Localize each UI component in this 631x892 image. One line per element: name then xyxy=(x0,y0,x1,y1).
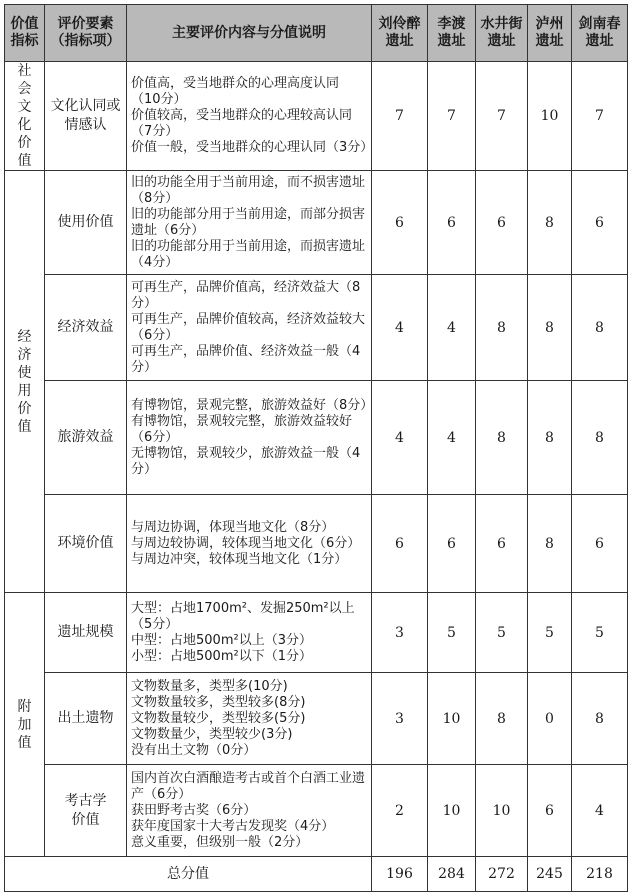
score-cell: 6 xyxy=(372,171,428,275)
score-cell: 8 xyxy=(476,275,528,381)
total-score: 272 xyxy=(476,857,528,892)
description-line: 文物数量较少，类型较多(5分) xyxy=(131,710,306,726)
item-cell xyxy=(45,62,127,171)
table-row xyxy=(5,171,628,275)
score-cell: 10 xyxy=(428,765,476,857)
description-line: 可再生产，品牌价值高，经济效益大（8分） xyxy=(131,279,361,311)
description-cell xyxy=(127,275,372,381)
score-cell: 7 xyxy=(572,62,628,171)
description-line: 文物数量较多，类型较多(8分) xyxy=(131,694,306,710)
total-score: 245 xyxy=(528,857,572,892)
description-cell xyxy=(127,171,372,275)
item-label: 考古学价值 xyxy=(64,792,107,828)
header-cell xyxy=(528,5,572,62)
description-line: 与周边协调，体现当地文化（8分） xyxy=(131,519,335,535)
score-cell: 8 xyxy=(476,381,528,495)
score-cell: 0 xyxy=(528,673,572,765)
item-label: 经济效益 xyxy=(57,319,114,335)
score-cell: 5 xyxy=(572,593,628,673)
header-cell xyxy=(127,5,372,62)
item-cell xyxy=(45,171,127,275)
description-line: 价值高，受当地群众的心理高度认同（10分） xyxy=(131,76,340,107)
header-cell xyxy=(372,5,428,62)
description-line: 价值一般，受当地群众的心理认同（3分） xyxy=(131,140,374,155)
item-label: 遗址规模 xyxy=(57,624,114,640)
score-cell: 6 xyxy=(372,495,428,593)
header-label: 水井街遗址 xyxy=(480,16,523,49)
table-row xyxy=(5,381,628,495)
evaluation-table xyxy=(4,4,628,892)
item-cell xyxy=(45,765,127,857)
score-cell: 8 xyxy=(528,171,572,275)
item-label: 旅游效益 xyxy=(57,429,114,445)
header-cell xyxy=(45,5,127,62)
item-cell xyxy=(45,495,127,593)
score-cell: 4 xyxy=(572,765,628,857)
score-cell: 6 xyxy=(428,171,476,275)
description-line: 国内首次白酒酿造考古或首个白酒工业遗产（6分） xyxy=(131,770,366,802)
category-label: 附加值 xyxy=(17,698,32,751)
table-body xyxy=(5,62,628,857)
item-cell xyxy=(45,381,127,495)
category-cell xyxy=(5,593,45,857)
table-row xyxy=(5,593,628,673)
description-line: 无博物馆，景观较少，旅游效益一般（4分） xyxy=(131,445,361,477)
item-label: 环境价值 xyxy=(57,535,114,551)
table-header xyxy=(5,5,628,62)
category-label: 社会文化价值 xyxy=(17,63,32,169)
description-line: 小型：占地500m²以下（1分） xyxy=(131,648,312,664)
score-cell: 6 xyxy=(476,495,528,593)
score-cell: 8 xyxy=(572,673,628,765)
header-label: 泸州遗址 xyxy=(535,16,564,49)
score-cell: 3 xyxy=(372,593,428,673)
score-cell: 3 xyxy=(372,673,428,765)
total-label: 总分值 xyxy=(5,857,372,892)
score-cell: 8 xyxy=(528,495,572,593)
description-cell xyxy=(127,495,372,593)
score-cell: 4 xyxy=(372,275,428,381)
description-line: 没有出土文物（0分） xyxy=(131,742,257,758)
description-line: 有博物馆，景观完整，旅游效益好（8分） xyxy=(131,397,374,413)
header-label: 剑南春遗址 xyxy=(578,16,621,49)
item-cell xyxy=(45,275,127,381)
category-cell xyxy=(5,171,45,593)
score-cell: 2 xyxy=(372,765,428,857)
header-cell xyxy=(572,5,628,62)
total-score: 196 xyxy=(372,857,428,892)
score-cell: 5 xyxy=(476,593,528,673)
description-line: 获田野考古奖（6分） xyxy=(131,802,257,818)
item-label: 出土遗物 xyxy=(57,710,114,726)
score-cell: 6 xyxy=(428,495,476,593)
score-cell: 4 xyxy=(428,275,476,381)
description-line: 旧的功能部分用于当前用途，而损害遗址（4分） xyxy=(131,238,366,270)
description-line: 与周边较协调，较体现当地文化（6分） xyxy=(131,535,361,551)
description-line: 意义重要，但级别一般（2分） xyxy=(131,834,309,850)
score-cell: 7 xyxy=(372,62,428,171)
description-cell xyxy=(127,62,372,171)
score-cell: 10 xyxy=(528,62,572,171)
score-cell: 10 xyxy=(428,673,476,765)
score-cell: 5 xyxy=(528,593,572,673)
score-cell: 6 xyxy=(476,171,528,275)
category-label: 经济使用价值 xyxy=(17,328,32,435)
score-cell: 7 xyxy=(476,62,528,171)
description-line: 旧的功能全用于当前用途，而不损害遗址（8分） xyxy=(131,174,366,206)
description-line: 与周边冲突，较体现当地文化（1分） xyxy=(131,551,348,567)
item-cell xyxy=(45,593,127,673)
description-line: 文物数量多，类型多(10分) xyxy=(131,678,288,694)
score-cell: 7 xyxy=(428,62,476,171)
description-line: 价值较高，受当地群众的心理较高认同（7分） xyxy=(131,108,353,139)
score-cell: 8 xyxy=(476,673,528,765)
total-score: 218 xyxy=(572,857,628,892)
total-score: 284 xyxy=(428,857,476,892)
score-cell: 10 xyxy=(476,765,528,857)
table-row xyxy=(5,673,628,765)
description-line: 旧的功能部分用于当前用途，而部分损害遗址（6分） xyxy=(131,206,366,238)
description-line: 大型：占地1700m²、发掘250m²以上（5分） xyxy=(131,600,355,632)
header-cell xyxy=(5,5,45,62)
header-label: 价值指标 xyxy=(10,16,39,49)
description-line: 中型：占地500m²以上（3分） xyxy=(131,632,312,648)
score-cell: 5 xyxy=(428,593,476,673)
item-label: 使用价值 xyxy=(57,214,114,230)
score-cell: 8 xyxy=(528,381,572,495)
table-footer xyxy=(5,857,628,892)
score-cell: 8 xyxy=(572,381,628,495)
header-label: 刘伶醉遗址 xyxy=(378,16,421,49)
score-cell: 4 xyxy=(372,381,428,495)
score-cell: 6 xyxy=(572,171,628,275)
item-label: 文化认同或情感认 xyxy=(50,98,121,133)
score-cell: 8 xyxy=(572,275,628,381)
description-cell xyxy=(127,765,372,857)
table-row xyxy=(5,495,628,593)
description-line: 文物数量少，类型较少(3分) xyxy=(131,726,293,742)
score-cell: 6 xyxy=(528,765,572,857)
header-cell xyxy=(476,5,528,62)
header-label: 李渡遗址 xyxy=(437,16,466,49)
score-cell: 8 xyxy=(528,275,572,381)
header-label: 主要评价内容与分值说明 xyxy=(172,24,326,41)
score-cell: 6 xyxy=(572,495,628,593)
header-cell xyxy=(428,5,476,62)
description-cell xyxy=(127,593,372,673)
table-row xyxy=(5,62,628,171)
description-line: 可再生产，品牌价值较高，经济效益较大（6分） xyxy=(131,311,366,343)
description-line: 有博物馆，景观较完整，旅游效益较好（6分） xyxy=(131,413,353,445)
table-row xyxy=(5,765,628,857)
description-cell xyxy=(127,673,372,765)
category-cell xyxy=(5,62,45,171)
total-row xyxy=(5,857,628,892)
score-cell: 4 xyxy=(428,381,476,495)
header-label: 评价要素（指标项） xyxy=(50,16,121,49)
description-cell xyxy=(127,381,372,495)
description-line: 可再生产，品牌价值、经济效益一般（4分） xyxy=(131,343,361,375)
item-cell xyxy=(45,673,127,765)
table-row xyxy=(5,275,628,381)
description-line: 获年度国家十大考古发现奖（4分） xyxy=(131,818,335,834)
